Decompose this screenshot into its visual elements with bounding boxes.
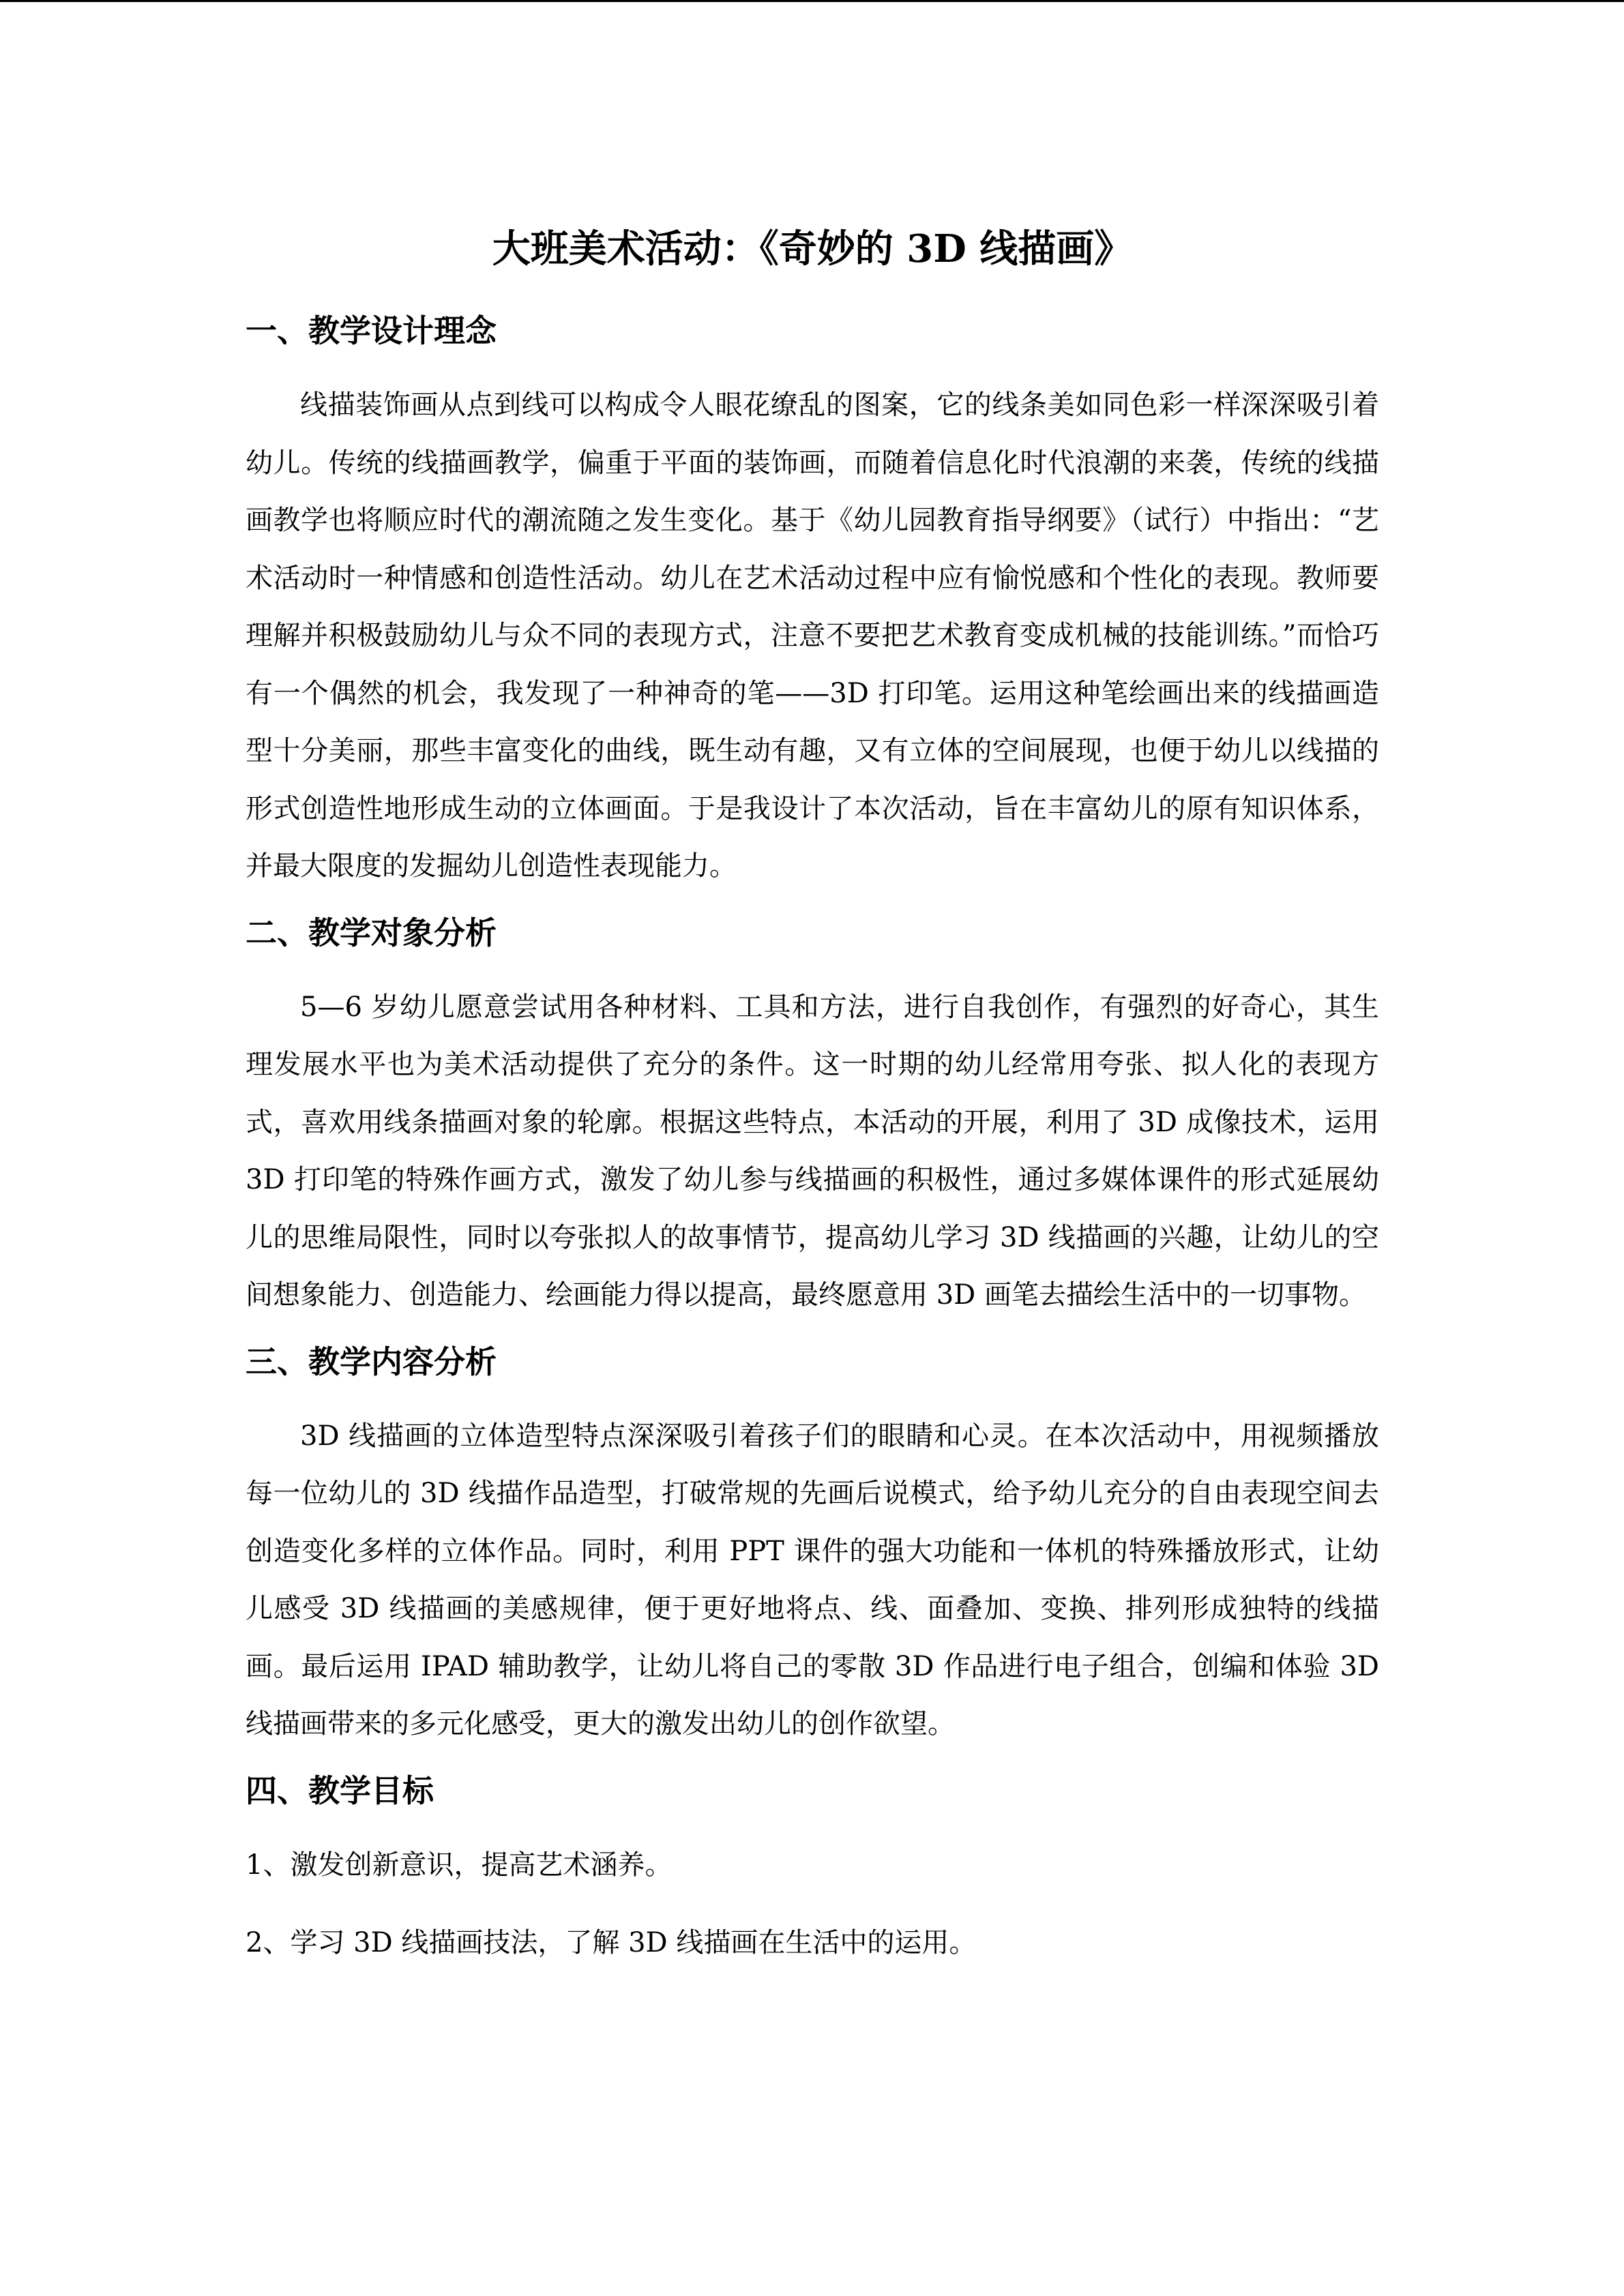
- goal-list: [246, 1836, 1379, 1972]
- section-paragraph: 线描装饰画从点到线可以构成令人眼花缭乱的图案，它的线条美如同色彩一样深深吸引着幼儿。传统的线描画教学，偏重于平面的装饰画，而随着信息化时代浪潮的来袭，传统的线描画教学也将顺应时代的潮流随之发生变化。基于《幼儿园教育指导纲要》（试行）中指出：“艺术活动时一种情感和创造性活动。幼儿在艺术活动过程中应有愉悦感和个性化的表现。教师要理解并积极鼓励幼儿与众不同的表现方式，注意不要把艺术教育变成机械的技能训练。”而恰巧有一个偶然的机会，我发现了一种神奇的笔——3D 打印笔。运用这种笔绘画出来的线描画造型十分美丽，那些丰富变化的曲线，既生动有趣，又有立体的空间展现，也便于幼儿以线描的形式创造性地形成生动的立体画面。于是我设计了本次活动，旨在丰富幼儿的原有知识体系，并最大限度的发掘幼儿创造性表现能力。: [246, 389, 1379, 882]
- section-teaching-goals: [246, 1761, 1379, 1972]
- goal-item: 2、学习 3D 线描画技法，了解 3D 线描画在生活中的运用。: [246, 1927, 977, 1958]
- document-title: 大班美术活动：《奇妙的 3D 线描画》: [492, 226, 1133, 271]
- section-heading: 二、教学对象分析: [246, 914, 497, 951]
- section-audience-analysis: [246, 904, 1379, 1324]
- section-heading: 一、教学设计理念: [246, 312, 497, 349]
- section-paragraph: 3D 线描画的立体造型特点深深吸引着孩子们的眼睛和心灵。在本次活动中，用视频播放每一位幼儿的 3D 线描作品造型，打破常规的先画后说模式，给予幼儿充分的自由表现空间去创造变化多样的立体作品。同时，利用 PPT 课件的强大功能和一体机的特殊播放形式，让幼儿感受 3D 线描画的美感规律，便于更好地将点、线、面叠加、变换、排列形成独特的线描画。最后运用 IPAD 辅助教学，让幼儿将自己的零散 3D 作品进行电子组合，创编和体验 3D 线描画带来的多元化感受，更大的激发出幼儿的创作欲望。: [246, 1420, 1379, 1740]
- section-heading: 四、教学目标: [246, 1772, 434, 1809]
- document-page: [246, 205, 1379, 1993]
- section-design-concept: [246, 301, 1379, 895]
- section-heading: 三、教学内容分析: [246, 1343, 497, 1380]
- section-content-analysis: [246, 1332, 1379, 1753]
- page-top-border: [0, 0, 1624, 2]
- section-paragraph: 5—6 岁幼儿愿意尝试用各种材料、工具和方法，进行自我创作，有强烈的好奇心，其生理发展水平也为美术活动提供了充分的条件。这一时期的幼儿经常用夸张、拟人化的表现方式，喜欢用线条描画对象的轮廓。根据这些特点，本活动的开展，利用了 3D 成像技术，运用 3D 打印笔的特殊作画方式，激发了幼儿参与线描画的积极性，通过多媒体课件的形式延展幼儿的思维局限性，同时以夸张拟人的故事情节，提高幼儿学习 3D 线描画的兴趣，让幼儿的空间想象能力、创造能力、绘画能力得以提高，最终愿意用 3D 画笔去描绘生活中的一切事物。: [246, 991, 1379, 1311]
- goal-item: 1、激发创新意识，提高艺术涵养。: [246, 1849, 673, 1881]
